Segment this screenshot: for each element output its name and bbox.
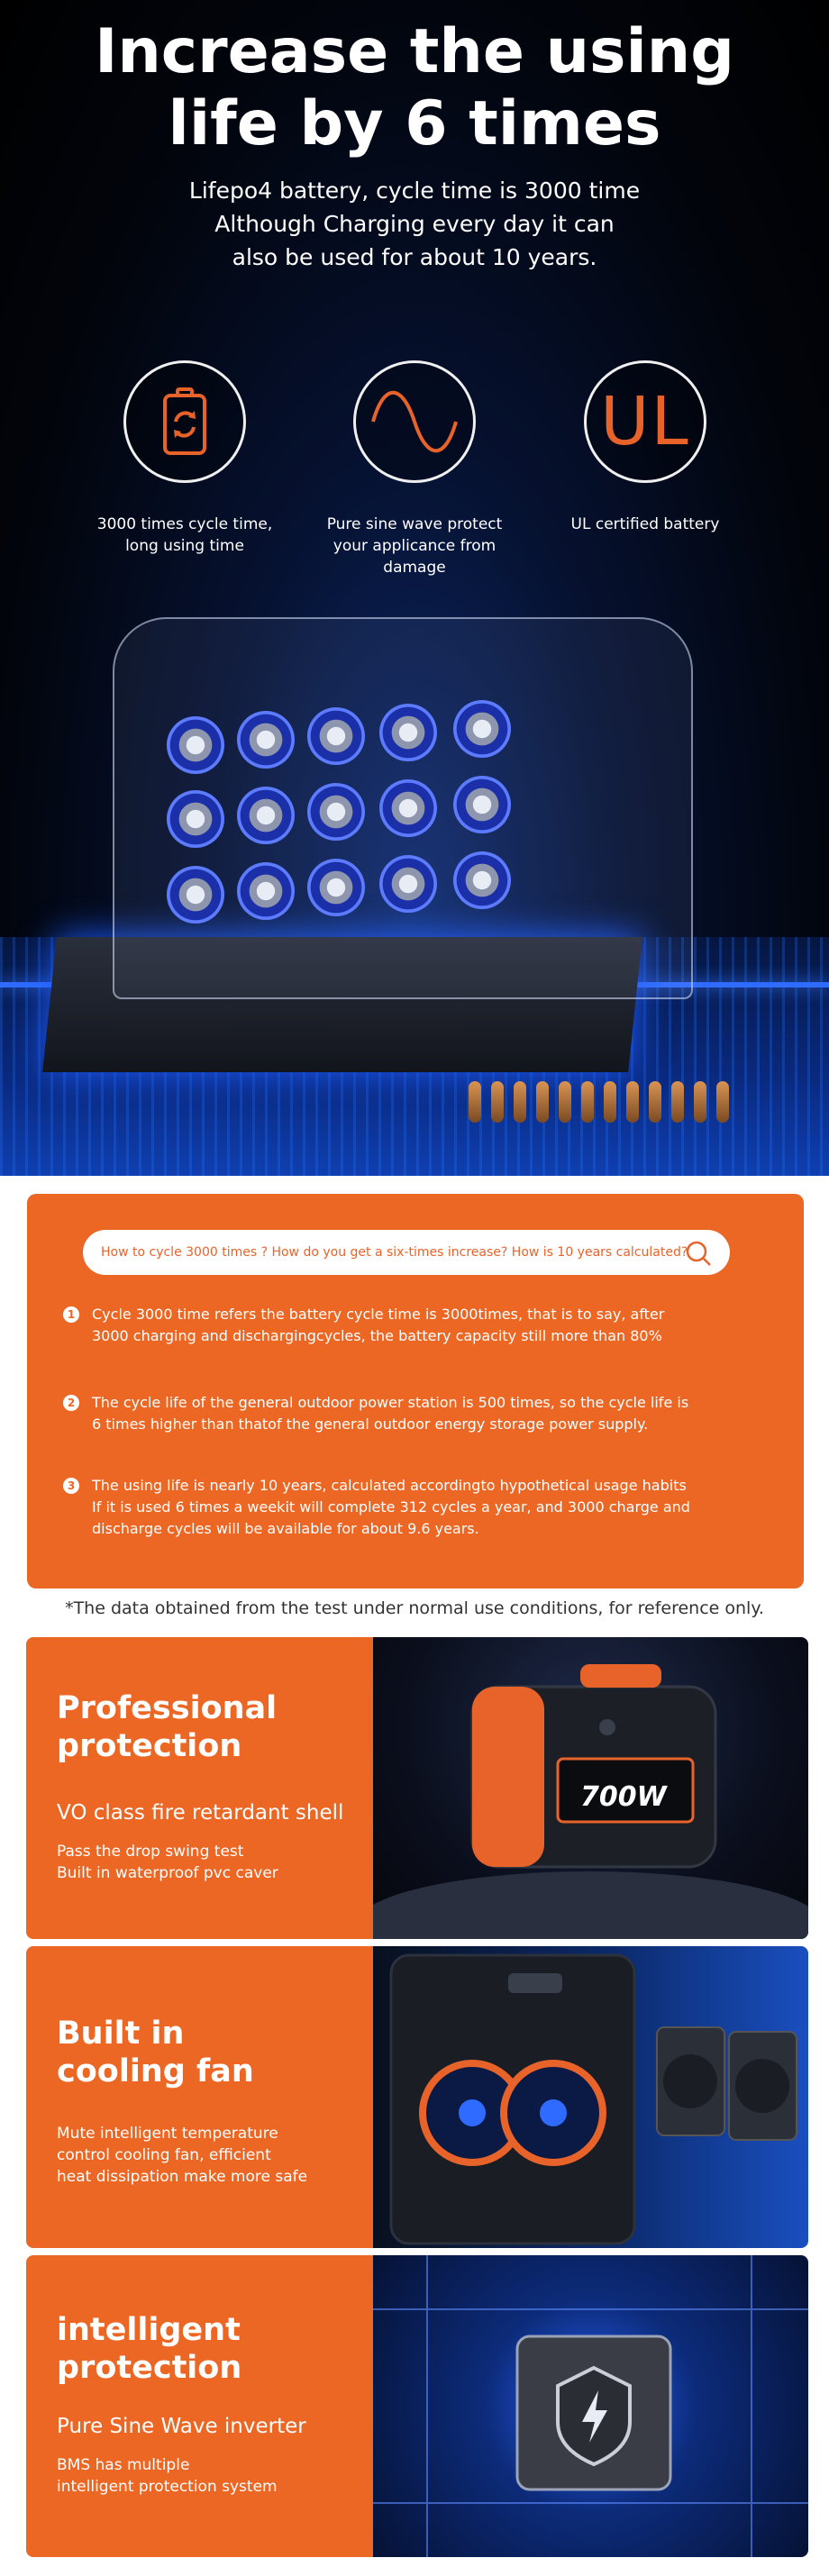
faq-item <box>63 1392 748 1435</box>
hero-subtitle-line: also be used for about 10 years. <box>232 244 597 270</box>
sine-wave-icon <box>353 360 476 483</box>
feature-cycle <box>86 360 284 557</box>
faq-item-text: Cycle 3000 time refers the battery cycle time is 3000times, that is to say, after 3000 charging and dischargingcycles, the battery capacity still more than 80% <box>92 1306 665 1344</box>
faq-item <box>63 1304 748 1347</box>
faq-item-text: The using life is nearly 10 years, calculated accordingto hypothetical usage habits If it is used 6 times a weekit will complete 312 cycles a year, and 3000 charge and discharge cycles will be available for about 9.6 years. <box>92 1477 690 1537</box>
coil-component <box>559 1081 571 1123</box>
coil-component <box>626 1081 639 1123</box>
feature-caption: 3000 times cycle time, long using time <box>96 515 273 555</box>
battery-cell <box>379 704 437 761</box>
coil-component <box>469 1081 481 1123</box>
panel-title: Built in cooling fan <box>57 2016 254 2089</box>
battery-cell <box>453 776 511 833</box>
panel-description: Mute intelligent temperature control cooling fan, efficient heat dissipation make more safe <box>57 2125 308 2186</box>
coil-component <box>491 1081 504 1123</box>
battery-cycle-icon <box>123 360 246 483</box>
coil-component <box>671 1081 684 1123</box>
coil-component <box>536 1081 549 1123</box>
cooling-fan-image <box>373 1946 808 2248</box>
battery-cell <box>237 711 295 769</box>
battery-cell <box>307 783 365 841</box>
battery-cell <box>379 779 437 837</box>
panel-title: Professional protection <box>57 1690 278 1764</box>
panel-text-area <box>26 1946 373 2248</box>
panel-text-area <box>26 1637 373 1939</box>
battery-cell <box>237 862 295 920</box>
coil-component <box>649 1081 661 1123</box>
battery-cell <box>237 787 295 844</box>
coil-component <box>581 1081 594 1123</box>
coil-component <box>716 1081 729 1123</box>
hero-section <box>0 0 829 1176</box>
panel-subtitle: VO class fire retardant shell <box>57 1801 344 1825</box>
panel-description: BMS has multiple intelligent protection system <box>57 2456 278 2496</box>
panel-description: Pass the drop swing test Built in waterproof pvc caver <box>57 1843 278 1882</box>
faq-item-number: 3 <box>63 1478 79 1494</box>
faq-section <box>27 1194 804 1588</box>
battery-cell <box>167 716 224 774</box>
coil-component <box>514 1081 526 1123</box>
ul-icon-text: UL <box>600 383 690 460</box>
panel-protection <box>26 1637 808 1939</box>
feature-caption: UL certified battery <box>570 515 720 533</box>
circuit-chip-image <box>373 2255 808 2557</box>
battery-cell <box>307 707 365 765</box>
panel-intelligent <box>26 2255 808 2557</box>
feature-sine <box>315 360 514 578</box>
feature-caption: Pure sine wave protect your applicance from damage <box>326 515 503 577</box>
panel-title: intelligent protection <box>57 2312 242 2386</box>
battery-cell <box>453 851 511 909</box>
hero-subtitle-line: Although Charging every day it can <box>214 211 615 237</box>
disclaimer-note: *The data obtained from the test under normal use conditions, for reference only. <box>65 1598 764 1618</box>
search-icon[interactable] <box>685 1240 712 1270</box>
product-image <box>373 1637 808 1939</box>
panel-cooling <box>26 1946 808 2248</box>
coil-component <box>694 1081 706 1123</box>
faq-item-text: The cycle life of the general outdoor power station is 500 times, so the cycle life is 6 times higher than thatof the general outdoor energy storage power supply. <box>92 1394 689 1433</box>
battery-cell <box>167 790 224 848</box>
hero-subtitle <box>0 174 829 274</box>
faq-question-bar[interactable] <box>83 1230 730 1275</box>
panel-text-area <box>26 2255 373 2557</box>
ul-certified-icon <box>584 360 706 483</box>
battery-cell <box>453 700 511 758</box>
battery-cell <box>307 859 365 916</box>
panel-subtitle: Pure Sine Wave inverter <box>57 2415 306 2438</box>
battery-cell <box>167 866 224 924</box>
hero-title: Increase the using life by 6 times <box>95 16 734 159</box>
feature-ul <box>546 360 744 535</box>
hero-subtitle-line: Lifepo4 battery, cycle time is 3000 time <box>188 177 641 204</box>
faq-item-number: 2 <box>63 1395 79 1411</box>
coil-component <box>604 1081 616 1123</box>
product-label: 700W <box>580 1781 667 1813</box>
faq-item-number: 1 <box>63 1306 79 1323</box>
faq-question: How to cycle 3000 times ? How do you get a six-times increase? How is 10 years calculated? <box>101 1245 688 1260</box>
faq-item <box>63 1475 748 1540</box>
battery-cell <box>379 855 437 913</box>
